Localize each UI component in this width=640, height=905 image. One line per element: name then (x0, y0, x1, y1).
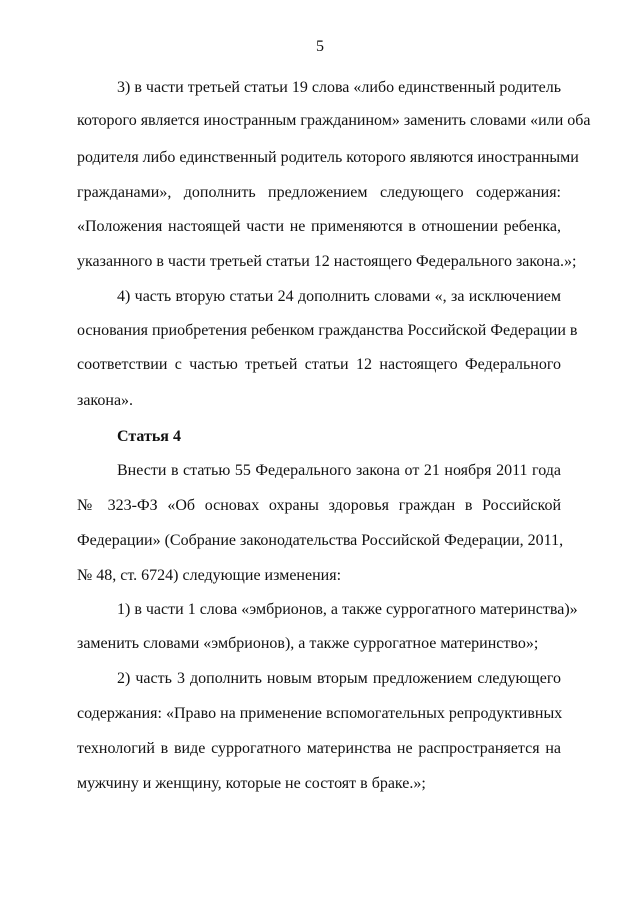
item-4-line-3: соответствии с частью третьей статьи 12 настоящего Федерального (77, 356, 561, 373)
item-4-line-2: основания приобретения ребенком гражданства Российской Федерации в (77, 322, 578, 339)
item-4-line-1: 4) часть вторую статьи 24 дополнить словами «, за исключением (117, 288, 561, 305)
item-3-line-4: гражданами», дополнить предложением следующего содержания: (77, 184, 561, 201)
article-4-intro-line-4: № 48, ст. 6724) следующие изменения: (77, 567, 342, 584)
item-3-line-1: 3) в части третьей статьи 19 слова «либо единственный родитель (117, 79, 561, 96)
article-4-subitem-1-line-1: 1) в части 1 слова «эмбрионов, а также суррогатного материнства)» (117, 601, 578, 618)
article-4-subitem-2-line-4: мужчину и женщину, которые не состоят в браке.»; (77, 775, 426, 792)
article-4-intro-line-1: Внести в статью 55 Федерального закона от 21 ноября 2011 года (117, 462, 561, 479)
article-4-subitem-2-line-3: технологий в виде суррогатного материнства не распространяется на (77, 740, 561, 757)
article-4-subitem-2-line-2: содержания: «Право на применение вспомогательных репродуктивных (77, 705, 563, 722)
item-3-line-2: которого является иностранным гражданином» заменить словами «или оба (77, 112, 591, 129)
item-3-line-5: «Положения настоящей части не применяются в отношении ребенка, (77, 218, 561, 235)
article-4-subitem-1-line-2: заменить словами «эмбрионов), а также суррогатное материнство»; (77, 635, 539, 652)
page-number: 5 (316, 38, 324, 55)
item-4-line-4: закона». (77, 392, 134, 409)
article-4-subitem-2-line-1: 2) часть 3 дополнить новым вторым предложением следующего (117, 670, 561, 687)
article-4-intro-line-2: № 323-ФЗ «Об основах охраны здоровья граждан в Российской (77, 497, 561, 514)
article-4-heading: Статья 4 (117, 428, 181, 445)
article-4-intro-line-3: Федерации» (Собрание законодательства Российской Федерации, 2011, (77, 532, 564, 549)
item-3-line-3: родителя либо единственный родитель которого являются иностранными (77, 149, 579, 166)
item-3-line-6: указанного в части третьей статьи 12 настоящего Федерального закона.»; (77, 253, 577, 270)
